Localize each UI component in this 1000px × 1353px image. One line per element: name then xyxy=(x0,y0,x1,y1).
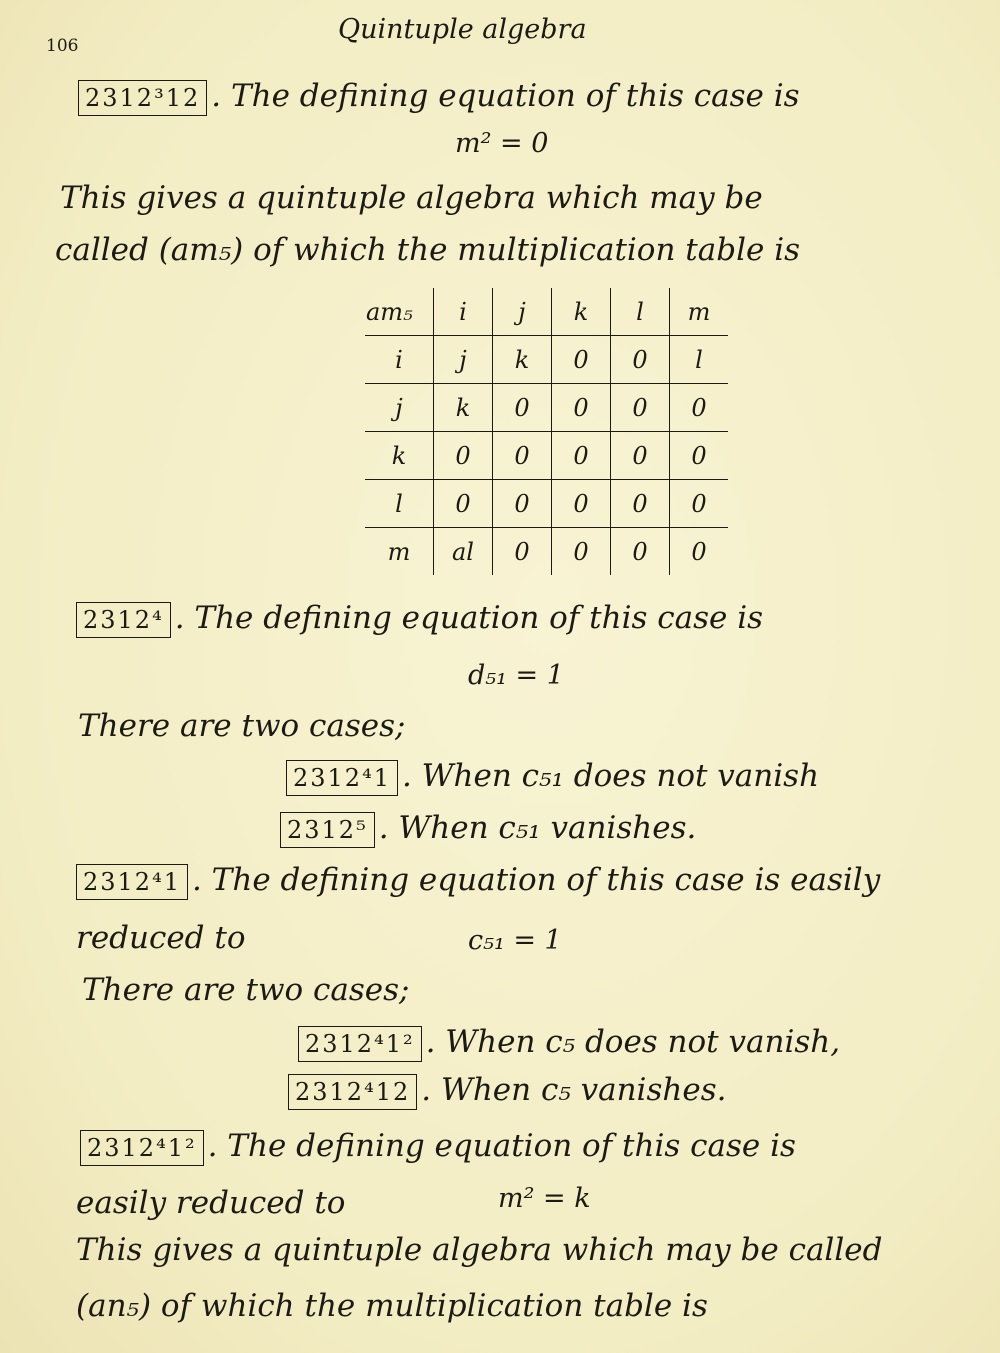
section-3-heading xyxy=(76,862,880,900)
section-3-case-b xyxy=(288,1072,726,1110)
section-3-intro: . The defining equation of this case is easily xyxy=(191,862,881,898)
table-cell: 0 xyxy=(493,480,552,528)
table-col-header: m xyxy=(670,288,729,336)
table-cell: 0 xyxy=(434,480,493,528)
table-row xyxy=(365,480,728,528)
table-cell: 0 xyxy=(552,480,611,528)
table-cell: 0 xyxy=(552,528,611,576)
section-3-cases: There are two cases; xyxy=(82,972,410,1008)
section-4-line-2: (an₅) of which the multiplication table is xyxy=(76,1288,708,1324)
case-text: . When c₅₁ does not vanish xyxy=(401,758,820,794)
section-4-heading xyxy=(80,1128,796,1166)
table-cell: 0 xyxy=(434,432,493,480)
table-cell: al xyxy=(434,528,493,576)
table-cell: k xyxy=(493,336,552,384)
table-cell: 0 xyxy=(670,384,729,432)
case-label: 2312⁴1 xyxy=(286,760,398,796)
table-row-header: j xyxy=(365,384,434,432)
section-1-line-2: called (am₅) of which the multiplication table is xyxy=(55,232,801,268)
case-label: 2312⁴ xyxy=(76,602,171,638)
table-row xyxy=(365,384,728,432)
table-col-header: i xyxy=(434,288,493,336)
section-1-equation: m² = 0 xyxy=(455,128,549,159)
table-cell: 0 xyxy=(493,528,552,576)
case-label: 2312⁵ xyxy=(280,812,375,848)
table-row-header: i xyxy=(365,336,434,384)
table-cell: 0 xyxy=(552,384,611,432)
section-3-reduced: reduced to xyxy=(76,920,246,956)
section-4-line-1: This gives a quintuple algebra which may be called xyxy=(76,1232,883,1268)
table-cell: 0 xyxy=(611,528,670,576)
table-row xyxy=(365,336,728,384)
table-row-header: m xyxy=(365,528,434,576)
section-4-intro: . The defining equation of this case is xyxy=(207,1128,796,1164)
table-col-header: l xyxy=(611,288,670,336)
case-text: . When c₅ does not vanish, xyxy=(425,1024,841,1060)
section-1-line-1: This gives a quintuple algebra which may be xyxy=(60,180,763,216)
section-2-case-b xyxy=(280,810,696,848)
table-cell: 0 xyxy=(670,480,729,528)
table-header-row xyxy=(365,288,728,336)
section-3-case-a xyxy=(298,1024,840,1062)
table-cell: 0 xyxy=(611,480,670,528)
table-row xyxy=(365,528,728,576)
section-2-cases: There are two cases; xyxy=(78,708,406,744)
table-cell: 0 xyxy=(552,336,611,384)
table-cell: 0 xyxy=(493,384,552,432)
table-cell: 0 xyxy=(670,432,729,480)
case-text: . When c₅₁ vanishes. xyxy=(378,810,697,846)
table-cell: 0 xyxy=(552,432,611,480)
section-2-intro: . The defining equation of this case is xyxy=(174,600,764,636)
case-label: 2312⁴1² xyxy=(298,1026,422,1062)
table-corner-label: am₅ xyxy=(365,288,434,336)
table-cell: j xyxy=(434,336,493,384)
table-cell: 0 xyxy=(611,384,670,432)
table-row-header: k xyxy=(365,432,434,480)
section-3-equation: c₅₁ = 1 xyxy=(468,925,562,956)
case-label: 2312³12 xyxy=(78,80,207,116)
section-2-case-a xyxy=(286,758,819,796)
section-1-heading xyxy=(78,78,800,116)
section-2-equation: d₅₁ = 1 xyxy=(468,660,564,691)
table-cell: k xyxy=(434,384,493,432)
multiplication-table xyxy=(365,288,728,575)
section-4-equation: m² = k xyxy=(498,1183,591,1214)
table-cell: l xyxy=(670,336,729,384)
table-col-header: k xyxy=(552,288,611,336)
case-label: 2312⁴1² xyxy=(80,1130,204,1166)
page-number: 106 xyxy=(46,36,79,56)
case-label: 2312⁴1 xyxy=(76,864,188,900)
table-cell: 0 xyxy=(493,432,552,480)
table-col-header: j xyxy=(493,288,552,336)
case-label: 2312⁴12 xyxy=(288,1074,417,1110)
table-cell: 0 xyxy=(611,336,670,384)
section-2-heading xyxy=(76,600,763,638)
table-row-header: l xyxy=(365,480,434,528)
section-1-intro: . The defining equation of this case is xyxy=(211,78,800,114)
section-4-reduced: easily reduced to xyxy=(76,1185,346,1221)
case-text: . When c₅ vanishes. xyxy=(421,1072,727,1108)
running-title: Quintuple algebra xyxy=(338,14,587,45)
table-row xyxy=(365,432,728,480)
table-cell: 0 xyxy=(691,537,707,566)
table-cell: 0 xyxy=(611,432,670,480)
